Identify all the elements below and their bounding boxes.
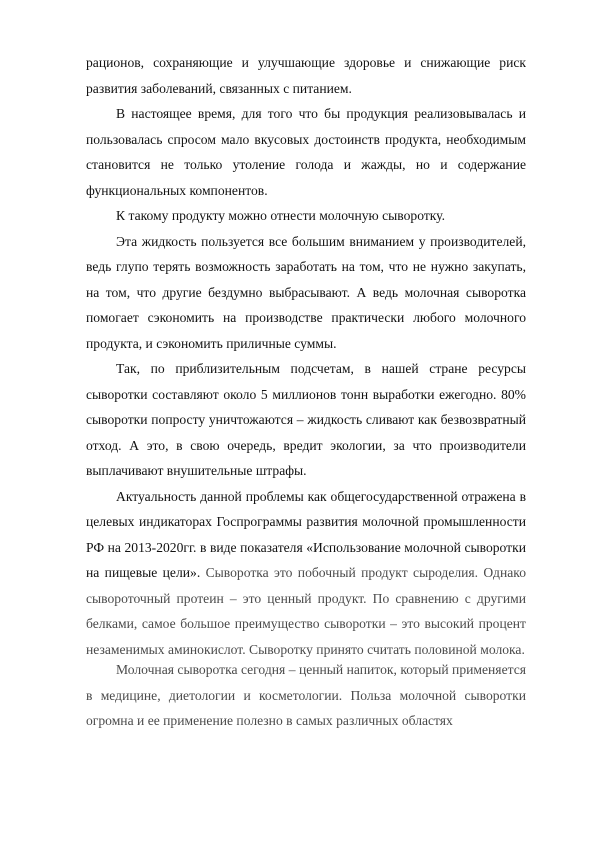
paragraph-5: Так, по приблизительным подсчетам, в нашей стране ресурсы сыворотки составляют около 5 миллионов тонн выработки ежегодно. 80% сыворотки попросту уничтожаются – жидкость сливают как безвозвратный отход. А это, в свою очередь, вредит экологии, за что производители выплачивают внушительные штрафы. xyxy=(86,361,526,478)
paragraph-3: К такому продукту можно отнести молочную сыворотку. xyxy=(116,208,446,223)
paragraph-4: Эта жидкость пользуется все большим вниманием у производителей, ведь глупо терять возможность заработать на том, что не нужно закупать, на том, что другие бездумно выбрасывают. А ведь молочная сыворотка помогает сэкономить на производстве практически любого молочного продукта, и сэкономить приличные суммы. xyxy=(86,233,526,351)
paragraph-6 xyxy=(86,484,526,663)
paragraph-1: рационов, сохраняющие и улучшающие здоровье и снижающие риск развития заболеваний, связанных с питанием. xyxy=(86,55,526,96)
paragraph-2: В настоящее время, для того что бы продукция реализовывалась и пользовалась спросом мало вкусовых достоинств продукта, необходимым становится не только утоление голода и жажды, но и содержание функциональных компонентов. xyxy=(86,106,526,198)
closing-text xyxy=(86,657,526,734)
paragraph-7: Молочная сыворотка сегодня – ценный напиток, который применяется в медицине, диетологии и косметологии. Польза молочной сыворотки огромна и ее применение полезно в самых различных областях xyxy=(86,662,526,728)
paragraph-6-main: Актуальность данной проблемы как общегосударственной отражена в целевых индикаторах Госпрограммы развития молочной промышленности РФ на 2013-2020гг. в виде показателя «Использование молочной сыворотки на пищевые цели». xyxy=(86,488,526,580)
paragraph-6-tail: Сыворотка это побочный продукт сыроделия. Однако сывороточный протеин – это ценный продукт. По сравнению с другими белками, самое большое преимущество сыворотки – это высокий процент незаменимых аминокислот. Сыворотку принято считать половиной молока. xyxy=(86,565,526,657)
body-text xyxy=(86,50,526,662)
